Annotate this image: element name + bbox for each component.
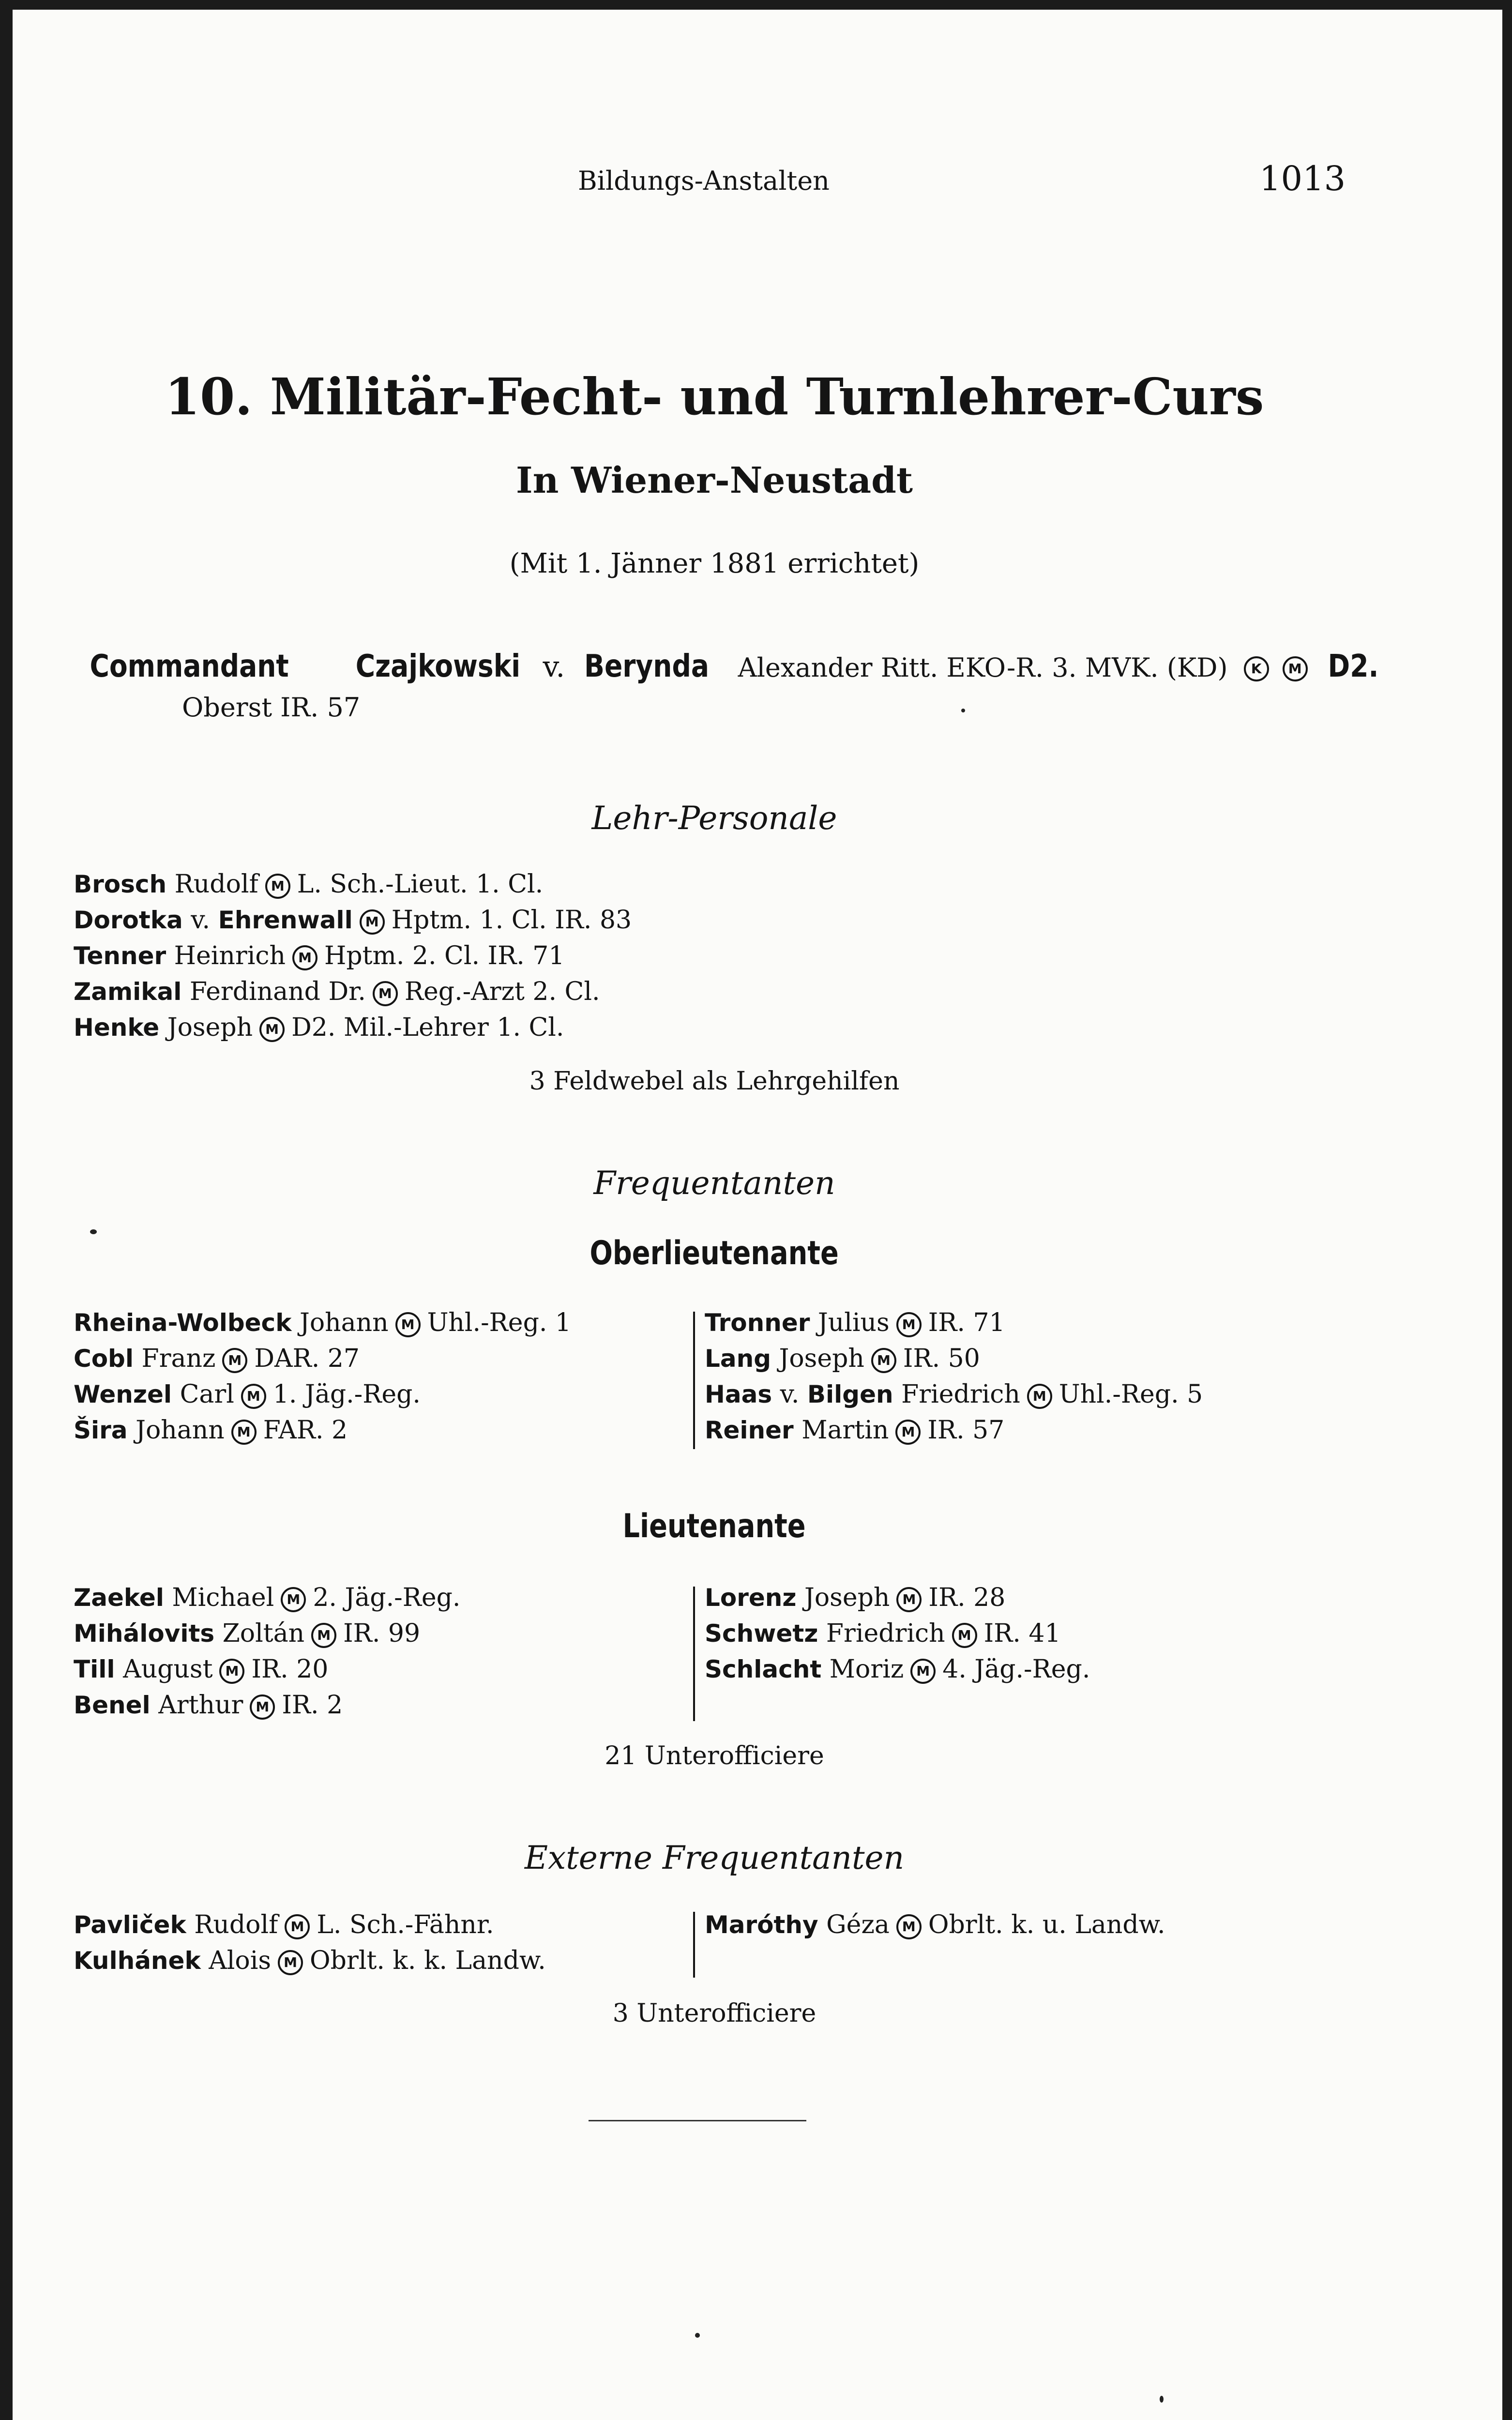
entry-surname: Wenzel xyxy=(74,1380,172,1408)
founding-note: (Mit 1. Jänner 1881 errichtet) xyxy=(509,548,920,579)
entry-surname: Kulhánek xyxy=(74,1947,201,1975)
m-decoration-icon: M xyxy=(895,1420,921,1445)
running-title: Bildungs-Anstalten xyxy=(578,166,830,196)
entry-rank: D2. Mil.-Lehrer 1. Cl. xyxy=(291,1013,564,1042)
m-decoration-icon: M xyxy=(265,874,290,899)
m-decoration-icon: M xyxy=(250,1694,275,1720)
roster-entry xyxy=(705,1305,1203,1341)
commandant-rank: Oberst IR. 57 xyxy=(182,692,361,723)
roster-entry xyxy=(74,1687,460,1723)
entry-rank: L. Sch.-Lieut. 1. Cl. xyxy=(297,870,544,899)
oberlieutenante-heading-wrap xyxy=(13,1234,1416,1272)
entry-rank: L. Sch.-Fähnr. xyxy=(317,1910,494,1939)
entry-name: Moriz xyxy=(829,1655,904,1684)
entry-rank: DAR. 27 xyxy=(254,1344,360,1373)
entry-surname: Zamikal xyxy=(74,978,182,1006)
entry-surname: Reiner xyxy=(705,1416,794,1444)
entry-name: Joseph xyxy=(779,1344,864,1373)
entry-surname: Pavliček xyxy=(74,1911,186,1939)
entry-surname: Henke xyxy=(74,1013,160,1042)
entry-rank: IR. 20 xyxy=(251,1655,329,1684)
lehr-personale-heading: Lehr-Personale xyxy=(591,800,837,837)
entry-name: Carl xyxy=(180,1380,234,1409)
roster-entry xyxy=(74,1376,571,1412)
entry-surname: Haas xyxy=(705,1380,772,1408)
entry-rank: Uhl.-Reg. 1 xyxy=(427,1308,572,1337)
commandant-surname2: Berynda xyxy=(584,649,710,684)
column-divider xyxy=(693,1587,695,1721)
lieutenante-right-column xyxy=(705,1580,1090,1687)
entry-rank: IR. 28 xyxy=(928,1583,1006,1612)
commandant-details: Alexander Ritt. EKO-R. 3. MVK. (KD) xyxy=(738,652,1228,683)
externe-footer: 3 Unterofficiere xyxy=(612,1999,816,2028)
frequentanten-footer: 21 Unterofficiere xyxy=(605,1741,824,1770)
scan-speck xyxy=(695,2333,700,2338)
entry-rank: IR. 99 xyxy=(343,1619,421,1648)
roster-entry xyxy=(705,1412,1203,1448)
entry-name: Joseph xyxy=(804,1583,890,1612)
lehr-footer: 3 Feldwebel als Lehrgehilfen xyxy=(529,1067,900,1096)
entry-rank: Hptm. 1. Cl. IR. 83 xyxy=(391,906,632,935)
roster-entry xyxy=(74,1651,460,1687)
entry-surname-2: Ehrenwall xyxy=(218,906,353,934)
entry-surname: Rheina-Wolbeck xyxy=(74,1309,292,1337)
column-divider xyxy=(693,1912,695,1978)
roster-entry xyxy=(74,1412,571,1448)
entry-surname: Zaekel xyxy=(74,1584,164,1612)
entry-name: Joseph xyxy=(167,1013,253,1042)
entry-surname: Tenner xyxy=(74,942,166,970)
roster-entry xyxy=(74,1943,546,1979)
roster-entry xyxy=(705,1651,1090,1687)
entry-rank: IR. 50 xyxy=(903,1344,980,1373)
m-decoration-icon: M xyxy=(1027,1384,1052,1409)
entry-name: Heinrich xyxy=(174,941,286,970)
roster-entry xyxy=(74,1907,546,1943)
m-decoration-icon: M xyxy=(373,981,398,1006)
roster-entry xyxy=(74,1580,460,1616)
m-decoration-icon: M xyxy=(292,945,318,970)
m-decoration-icon: M xyxy=(871,1348,896,1373)
entry-surname-2: Bilgen xyxy=(807,1380,893,1408)
m-decoration-icon: M xyxy=(395,1312,421,1337)
lieutenante-heading-wrap xyxy=(13,1507,1416,1545)
entry-rank: Uhl.-Reg. 5 xyxy=(1058,1380,1203,1409)
commandant-surname: Czajkowski xyxy=(355,649,520,684)
roster-entry xyxy=(705,1616,1090,1651)
entry-name: Rudolf xyxy=(174,870,258,899)
m-decoration-icon: M xyxy=(219,1659,244,1684)
entry-surname: Maróthy xyxy=(705,1911,818,1939)
roster-entry xyxy=(705,1580,1090,1616)
roster-entry xyxy=(705,1341,1203,1376)
externe-heading: Externe Frequentanten xyxy=(524,1839,905,1876)
entry-name: Ferdinand Dr. xyxy=(189,977,366,1006)
lehr-personale-list xyxy=(74,866,632,1045)
column-divider xyxy=(693,1312,695,1449)
entry-name: Martin xyxy=(801,1416,889,1445)
page-number: 1013 xyxy=(1259,159,1346,198)
m-decoration-icon: M xyxy=(952,1623,977,1648)
roster-entry xyxy=(74,866,632,902)
roster-entry xyxy=(705,1376,1203,1412)
scan-speck xyxy=(961,709,965,712)
commandant-line xyxy=(74,649,1383,684)
m-decoration-icon: M xyxy=(231,1420,257,1445)
entry-name: Friedrich xyxy=(826,1619,945,1648)
m-decoration-icon: M xyxy=(278,1950,303,1975)
entry-name: Géza xyxy=(826,1910,890,1939)
m-decoration-icon: M xyxy=(259,1017,285,1042)
entry-surname: Cobl xyxy=(74,1345,134,1373)
entry-name: Johann xyxy=(299,1308,389,1337)
entry-name-2: Friedrich xyxy=(901,1380,1020,1409)
roster-entry xyxy=(74,902,632,938)
roster-entry xyxy=(74,1341,571,1376)
entry-surname: Tronner xyxy=(705,1309,810,1337)
entry-name: Julius xyxy=(817,1308,890,1337)
entry-rank: IR. 2 xyxy=(282,1691,343,1720)
entry-rank: IR. 41 xyxy=(983,1619,1061,1648)
page-subtitle: In Wiener-Neustadt xyxy=(516,460,913,501)
commandant-suffix: D2. xyxy=(1328,649,1379,684)
entry-surname: Brosch xyxy=(74,870,167,898)
m-decoration-icon: M xyxy=(241,1384,266,1409)
m-decoration-icon: M xyxy=(311,1623,336,1648)
entry-rank: 2. Jäg.-Reg. xyxy=(313,1583,461,1612)
m-decoration-icon: M xyxy=(360,909,385,935)
oberlieutenante-left-column xyxy=(74,1305,571,1448)
externe-left-column xyxy=(74,1907,546,1979)
k-decoration-icon: K xyxy=(1244,656,1269,681)
entry-name: Rudolf xyxy=(194,1910,278,1939)
entry-rank: 4. Jäg.-Reg. xyxy=(942,1655,1090,1684)
oberlieutenante-heading: Oberlieutenante xyxy=(590,1234,839,1272)
entry-rank: IR. 71 xyxy=(928,1308,1005,1337)
page-title: 10. Militär-Fecht- und Turnlehrer-Curs xyxy=(165,367,1264,426)
scan-speck xyxy=(90,1229,97,1234)
frequentanten-heading: Frequentanten xyxy=(593,1165,835,1202)
entry-surname: Lorenz xyxy=(705,1584,797,1612)
entry-name: Franz xyxy=(141,1344,216,1373)
entry-surname: Schlacht xyxy=(705,1655,822,1683)
entry-name: v. xyxy=(191,906,211,935)
entry-name: Arthur xyxy=(158,1691,243,1720)
entry-name: v. xyxy=(780,1380,800,1409)
m-decoration-icon: M xyxy=(896,1914,922,1939)
entry-surname: Benel xyxy=(74,1691,151,1719)
entry-name: Zoltán xyxy=(222,1619,305,1648)
m-decoration-icon: M xyxy=(222,1348,247,1373)
entry-name: August xyxy=(123,1655,213,1684)
m-decoration-icon: M xyxy=(281,1587,306,1612)
entry-rank: IR. 57 xyxy=(927,1416,1005,1445)
entry-surname: Mihálovits xyxy=(74,1619,215,1648)
entry-surname: Till xyxy=(74,1655,115,1683)
entry-rank: Reg.-Arzt 2. Cl. xyxy=(404,977,600,1006)
roster-entry xyxy=(705,1907,1165,1943)
entry-surname: Lang xyxy=(705,1345,771,1373)
commandant-particle: v. xyxy=(543,650,565,684)
entry-name: Michael xyxy=(172,1583,274,1612)
entry-rank: 1. Jäg.-Reg. xyxy=(272,1380,421,1409)
m-decoration-icon: M xyxy=(1283,656,1308,681)
lieutenante-heading: Lieutenante xyxy=(622,1507,806,1545)
roster-entry xyxy=(74,974,632,1010)
entry-rank: Hptm. 2. Cl. IR. 71 xyxy=(324,941,565,970)
entry-surname: Schwetz xyxy=(705,1619,818,1648)
entry-name: Johann xyxy=(136,1416,225,1445)
entry-name: Alois xyxy=(209,1946,272,1975)
commandant-label: Commandant xyxy=(90,649,289,684)
externe-right-column xyxy=(705,1907,1165,1943)
closing-rule xyxy=(589,2120,806,2121)
oberlieutenante-right-column xyxy=(705,1305,1203,1448)
entry-surname: Šira xyxy=(74,1416,128,1444)
roster-entry xyxy=(74,1010,632,1045)
entry-surname: Dorotka xyxy=(74,906,183,934)
roster-entry xyxy=(74,1616,460,1651)
m-decoration-icon: M xyxy=(896,1312,922,1337)
m-decoration-icon: M xyxy=(910,1659,936,1684)
m-decoration-icon: M xyxy=(285,1914,310,1939)
lieutenante-left-column xyxy=(74,1580,460,1723)
entry-rank: Obrlt. k. k. Landw. xyxy=(310,1946,546,1975)
roster-entry xyxy=(74,938,632,974)
scan-speck xyxy=(1160,2396,1164,2403)
document-page xyxy=(13,10,1502,2420)
entry-rank: FAR. 2 xyxy=(263,1416,348,1445)
m-decoration-icon: M xyxy=(896,1587,922,1612)
entry-rank: Obrlt. k. u. Landw. xyxy=(928,1910,1165,1939)
roster-entry xyxy=(74,1305,571,1341)
